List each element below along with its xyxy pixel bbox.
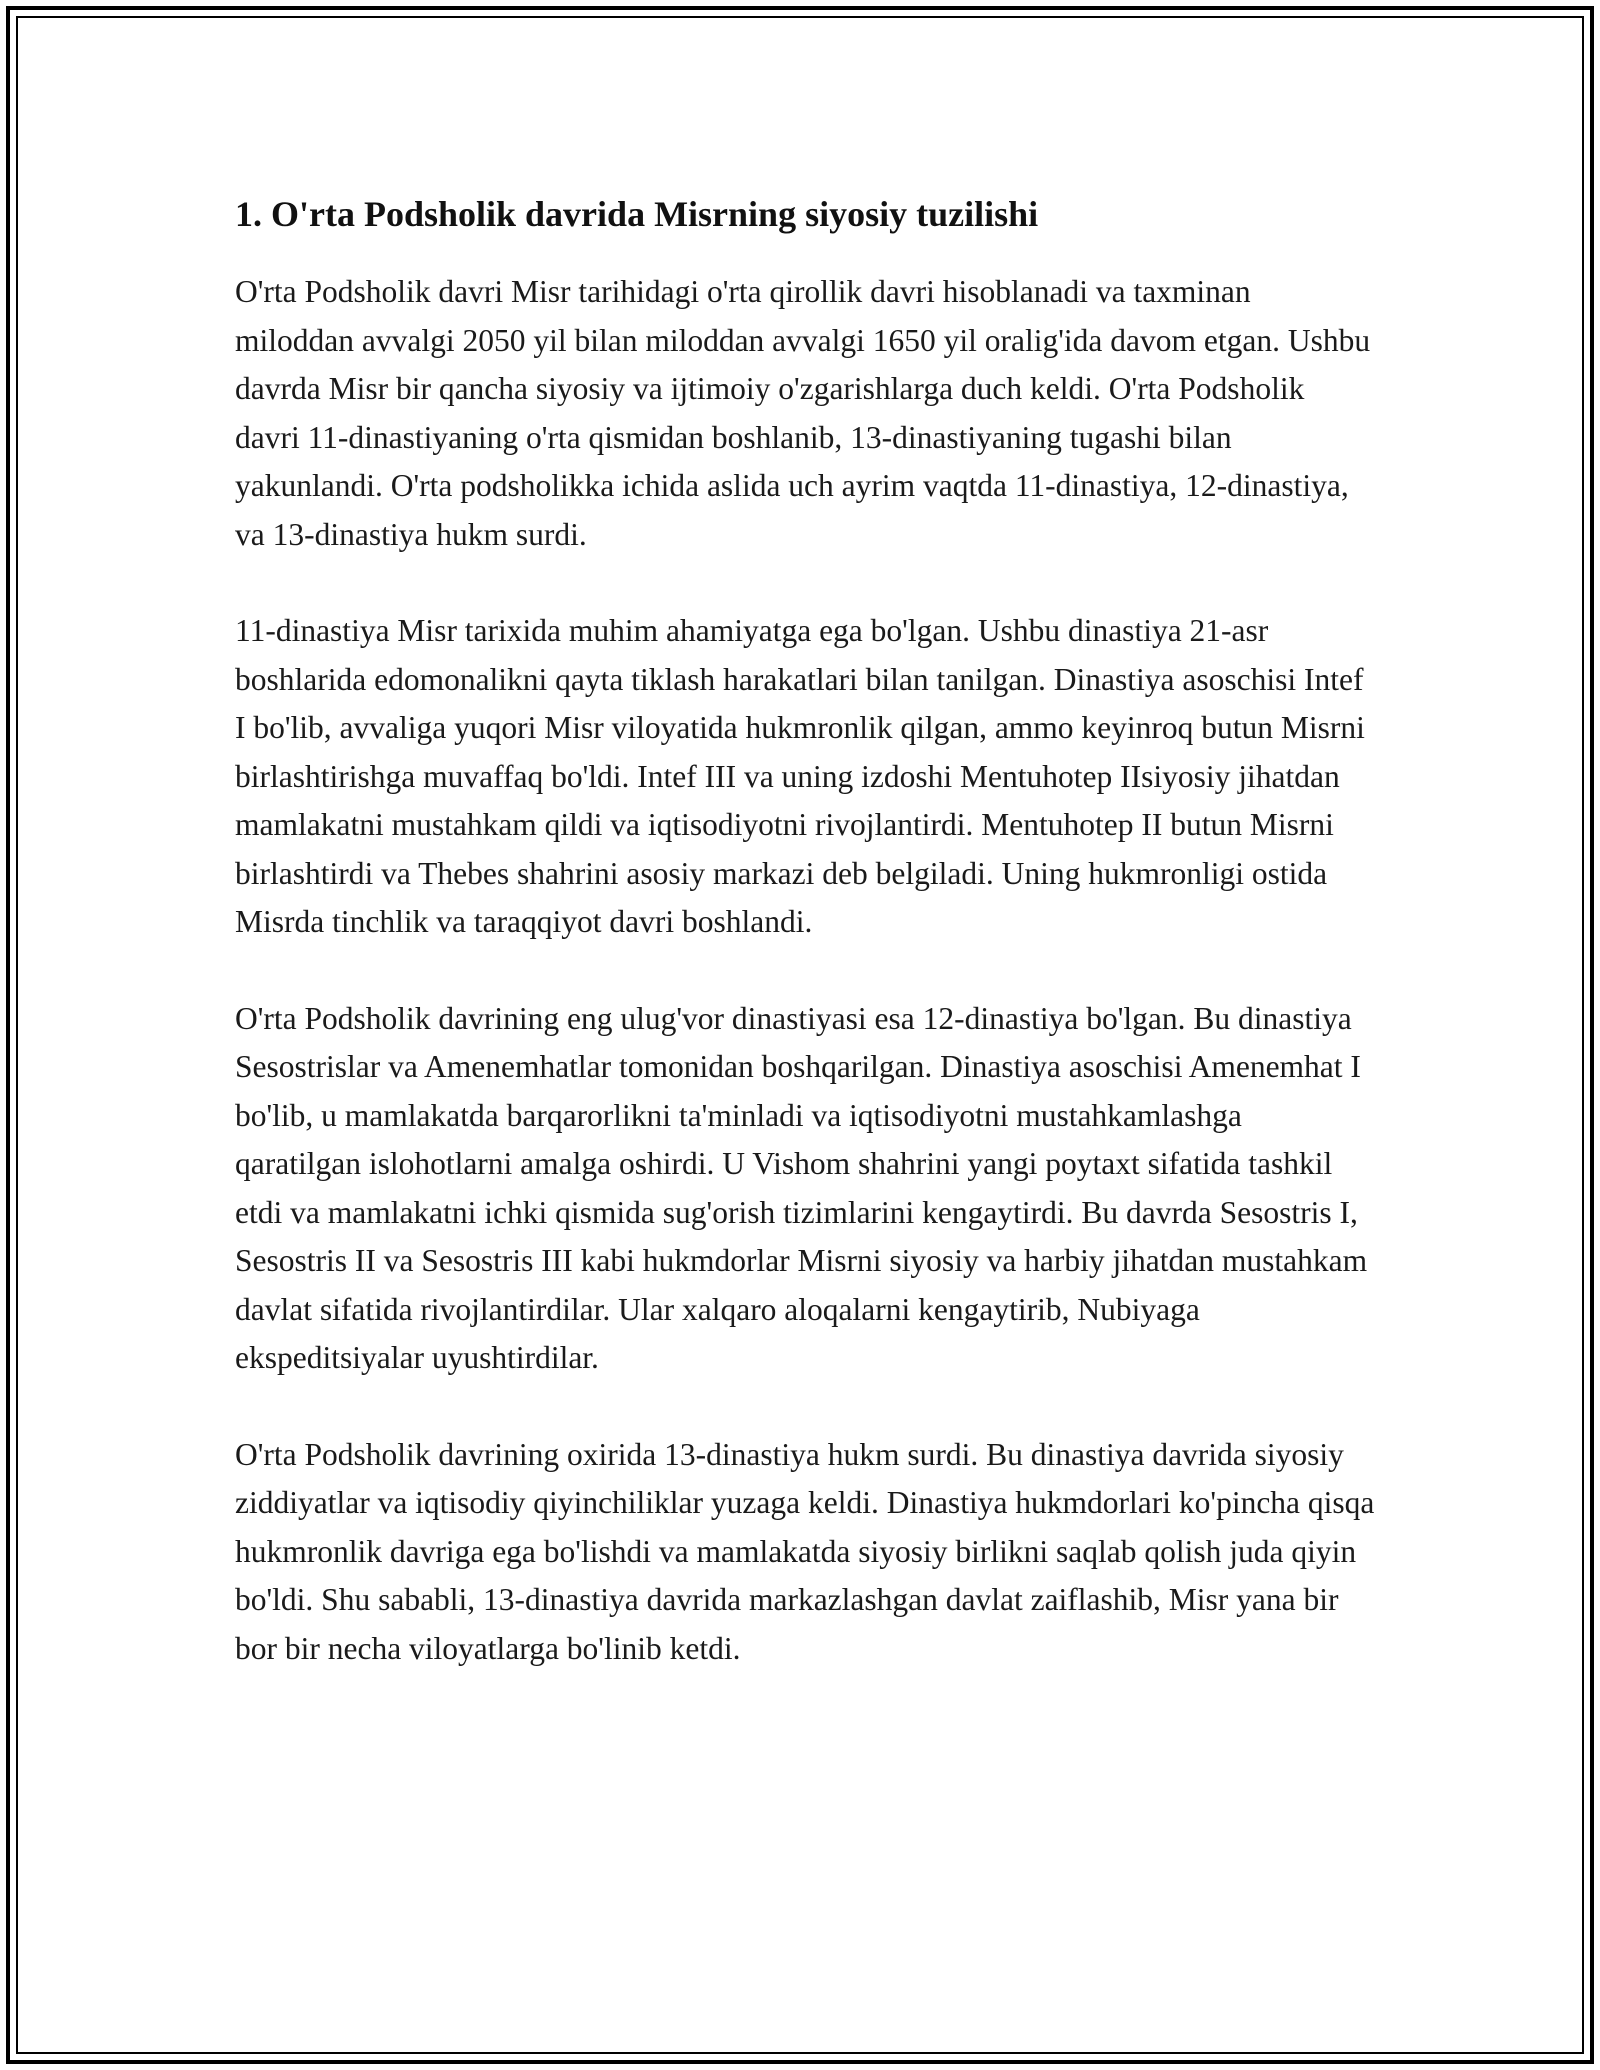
paragraph-intro: O'rta Podsholik davri Misr tarihidagi o'rta qirollik davri hisoblanadi va taxminan miloddan avvalgi 2050 yil bilan miloddan avvalgi 1650 yil oralig'ida davom etgan. Ushbu davrda Misr bir qancha siyosiy va ijtimoiy o'zgarishlarga duch keldi. O'rta Podsholik davri 11-dinastiyaning o'rta qismidan boshlanib, 13-dinastiyaning tugashi bilan yakunlandi. O'rta podsholikka ichida aslida uch ayrim vaqtda 11-dinastiya, 12-dinastiya, va 13-dinastiya hukm surdi. <box>235 274 1371 552</box>
paragraph-11th-dynasty: 11-dinastiya Misr tarixida muhim ahamiyatga ega bo'lgan. Ushbu dinastiya 21-asr boshlarida edomonalikni qayta tiklash harakatlari bilan tanilgan. Dinastiya asoschisi Intef I bo'lib, avvaliga yuqori Misr viloyatida hukmronlik qilgan, ammo keyinroq butun Misrni birlashtirishga muvaffaq bo'ldi. Intef III va uning izdoshi Mentuhotep IIsiyosiy jihatdan mamlakatni mustahkam qildi va iqtisodiyotni rivojlantirdi. Mentuhotep II butun Misrni birlashtirdi va Thebes shahrini asosiy markazi deb belgiladi. Uning hukmronligi ostida Misrda tinchlik va taraqqiyot davri boshlandi. <box>235 613 1365 939</box>
paragraph-12th-dynasty: O'rta Podsholik davrining eng ulug'vor dinastiyasi esa 12-dinastiya bo'lgan. Bu dinastiya Sesostrislar va Amenemhatlar tomonidan boshqarilgan. Dinastiya asoschisi Amenemhat I bo'lib, u mamlakatda barqarorlikni ta'minladi va iqtisodiyotni mustahkamlashga qaratilgan islohotlarni amalga oshirdi. U Vishom shahrini yangi poytaxt sifatida tashkil etdi va mamlakatni ichki qismida sug'orish tizimlarini kengaytirdi. Bu davrda Sesostris I, Sesostris II va Sesostris III kabi hukmdorlar Misrni siyosiy va harbiy jihatdan mustahkam davlat sifatida rivojlantirdilar. Ular xalqaro aloqalarni kengaytirib, Nubiyaga ekspeditsiyalar uyushtirdilar. <box>235 1000 1368 1375</box>
paragraph-13th-dynasty: O'rta Podsholik davrining oxirida 13-dinastiya hukm surdi. Bu dinastiya davrida siyosiy ziddiyatlar va iqtisodiy qiyinchiliklar yuzaga keldi. Dinastiya hukmdorlari ko'pincha qisqa hukmronlik davriga ega bo'lishdi va mamlakatda siyosiy birlikni saqlab qolish juda qiyin bo'ldi. Shu sababli, 13-dinastiya davrida markazlashgan davlat zaiflashib, Misr yana bir bor bir necha viloyatlarga bo'linib ketdi. <box>235 1436 1375 1666</box>
document-body <box>235 190 1375 1673</box>
section-heading: 1. O'rta Podsholik davrida Misrning siyosiy tuzilishi <box>235 194 1039 234</box>
